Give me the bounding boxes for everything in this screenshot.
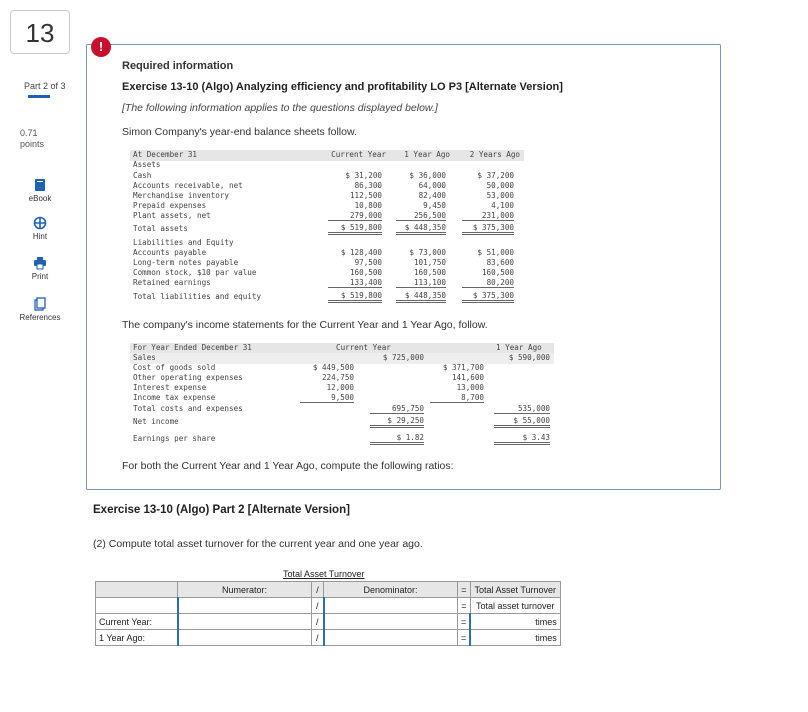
bs-cell: 113,100 — [396, 278, 446, 288]
bs-cell: $ 448,350 — [396, 223, 446, 235]
is-col-label: For Year Ended December 31 — [133, 343, 252, 352]
references-label: References — [19, 313, 61, 322]
bs-cell: 82,400 — [418, 191, 446, 200]
bs-cell: 133,400 — [328, 278, 382, 288]
total-liab-label: Total liabilities and equity — [133, 292, 262, 301]
result-header: Total Asset Turnover — [470, 582, 560, 598]
is-cell: 224,750 — [321, 373, 354, 382]
is-row-label: Interest expense — [133, 383, 207, 392]
slash: / — [312, 582, 324, 598]
formula-denominator-input[interactable] — [324, 598, 458, 614]
bs-cell: $ 31,200 — [345, 171, 382, 180]
row-label: Current Year: — [96, 614, 178, 630]
is-row-label: Net income — [133, 417, 179, 426]
note-text: [The following information applies to the questions displayed below.] — [122, 102, 438, 114]
bs-cell: 231,000 — [462, 211, 514, 221]
bs-cell: $ 73,000 — [409, 248, 446, 257]
is-row-label: Cost of goods sold — [133, 363, 216, 372]
table-row — [96, 614, 561, 630]
sidebar — [0, 0, 80, 712]
is-row-label: Earnings per share — [133, 434, 216, 443]
bs-row-label: Long-term notes payable — [133, 258, 239, 267]
bs-cell: $ 36,000 — [409, 171, 446, 180]
is-cell: $ 590,000 — [508, 353, 550, 362]
question-number[interactable]: 13 — [10, 10, 70, 54]
is-cell: 9,500 — [300, 393, 354, 403]
bs-row-label: Prepaid expenses — [133, 201, 207, 210]
bs-cell: 10,800 — [354, 201, 382, 210]
bs-cell: 53,000 — [486, 191, 514, 200]
slash: / — [312, 614, 324, 630]
is-cell: $ 725,000 — [382, 353, 424, 362]
points — [20, 128, 44, 150]
is-cell: 12,000 — [326, 383, 354, 392]
is-cell: 535,000 — [494, 404, 550, 414]
references-button[interactable] — [10, 297, 70, 322]
bs-cell: 279,000 — [328, 211, 382, 221]
print-label: Print — [31, 272, 49, 281]
is-cell: $ 449,500 — [312, 363, 354, 372]
bs-row-label: Merchandise inventory — [133, 191, 230, 200]
required-info-heading: Required information — [122, 60, 234, 72]
exercise-title: Exercise 13-10 (Algo) Analyzing efficiency and profitability LO P3 [Alternate Version] — [122, 81, 563, 93]
bs-cell: $ 128,400 — [340, 248, 382, 257]
bs-row-label: Accounts payable — [133, 248, 207, 257]
bs-cell: 80,200 — [462, 278, 514, 288]
is-cell: 8,700 — [430, 393, 484, 403]
bs-cell: $ 375,300 — [462, 223, 514, 235]
ebook-label: eBook — [28, 194, 52, 203]
bs-row-label: Cash — [133, 171, 152, 180]
is-cell: 695,750 — [370, 404, 424, 414]
is-header-current: Current Year — [336, 343, 391, 352]
current-year-numerator-input[interactable] — [178, 614, 312, 630]
part2-subtitle: (2) Compute total asset turnover for the current year and one year ago. — [93, 538, 423, 550]
prior-year-result-input[interactable] — [470, 630, 560, 646]
bs-col-label: At December 31 — [133, 150, 198, 159]
bs-header-1yr: 1 Year Ago — [404, 150, 450, 159]
ratio-table — [95, 581, 561, 646]
equals: = — [458, 630, 471, 646]
intro-text: Simon Company's year-end balance sheets follow. — [122, 126, 357, 138]
numerator-header: Numerator: — [178, 582, 312, 598]
result-subheader: Total asset turnover — [470, 598, 560, 614]
current-year-denominator-input[interactable] — [324, 614, 458, 630]
bs-header-2yr: 2 Years Ago — [469, 150, 520, 159]
hint-label: Hint — [32, 232, 48, 241]
prior-year-numerator-input[interactable] — [178, 630, 312, 646]
is-cell: 13,000 — [456, 383, 484, 392]
formula-numerator-input[interactable] — [178, 598, 312, 614]
income-intro: The company's income statements for the Current Year and 1 Year Ago, follow. — [122, 319, 488, 331]
bs-cell: 112,500 — [349, 191, 382, 200]
is-cell: $ 371,700 — [442, 363, 484, 372]
is-row-label: Sales — [133, 353, 156, 362]
bs-cell: 101,750 — [413, 258, 446, 267]
ebook-icon — [33, 178, 47, 192]
ebook-button[interactable] — [10, 178, 70, 203]
liabilities-heading: Liabilities and Equity — [133, 238, 234, 247]
equals: = — [458, 614, 471, 630]
bs-cell: $ 519,800 — [328, 223, 382, 235]
is-cell: $ 29,250 — [370, 416, 424, 428]
is-cell: 141,600 — [451, 373, 484, 382]
bs-cell: 4,100 — [491, 201, 514, 210]
slash: / — [312, 598, 324, 614]
bs-row-label: Common stock, $10 par value — [133, 268, 257, 277]
part2-title: Exercise 13-10 (Algo) Part 2 [Alternate Version] — [93, 504, 350, 516]
unit-label: times — [535, 632, 557, 643]
hint-button[interactable] — [10, 216, 70, 241]
equals: = — [458, 582, 471, 598]
compute-instructions: For both the Current Year and 1 Year Ago, compute the following ratios: — [122, 460, 454, 472]
bs-header-current: Current Year — [331, 150, 386, 159]
is-cell: $ 55,000 — [494, 416, 550, 428]
denominator-header: Denominator: — [324, 582, 458, 598]
bs-cell: $ 51,000 — [477, 248, 514, 257]
print-button[interactable] — [10, 256, 70, 281]
bs-cell: 160,500 — [413, 268, 446, 277]
unit-label: times — [535, 616, 557, 627]
part-indicator: Part 2 of 3 — [24, 81, 66, 91]
points-value: 0.71 — [20, 128, 38, 138]
total-assets-label: Total assets — [133, 224, 188, 233]
bs-cell: $ 37,200 — [477, 171, 514, 180]
assets-heading: Assets — [133, 160, 161, 169]
part-progress-bar — [28, 95, 50, 98]
bs-cell: 160,500 — [349, 268, 382, 277]
table-row — [96, 598, 561, 614]
bs-cell: 83,600 — [486, 258, 514, 267]
bs-cell: 160,500 — [481, 268, 514, 277]
prior-year-denominator-input[interactable] — [324, 630, 458, 646]
table-row — [96, 630, 561, 646]
alert-icon: ! — [91, 37, 111, 57]
is-row-label: Income tax expense — [133, 393, 216, 402]
ratio-table-title: Total Asset Turnover — [283, 569, 365, 579]
bs-cell: 86,300 — [354, 181, 382, 190]
is-row-label: Other operating expenses — [133, 373, 243, 382]
is-header-1yr: 1 Year Ago — [496, 343, 542, 352]
table-header-row — [96, 582, 561, 598]
bs-cell: 256,500 — [396, 211, 446, 221]
bs-cell: 50,000 — [486, 181, 514, 190]
bs-row-label: Retained earnings — [133, 278, 211, 287]
row-label: 1 Year Ago: — [96, 630, 178, 646]
bs-row-label: Plant assets, net — [133, 211, 211, 220]
bs-row-label: Accounts receivable, net — [133, 181, 243, 190]
print-icon — [33, 256, 47, 270]
current-year-result-input[interactable] — [470, 614, 560, 630]
bs-cell: $ 448,350 — [396, 291, 446, 303]
is-row-label: Total costs and expenses — [133, 404, 243, 413]
bs-cell: 9,450 — [423, 201, 446, 210]
is-cell: $ 3.43 — [494, 433, 550, 445]
bs-cell: $ 375,300 — [462, 291, 514, 303]
references-icon — [33, 297, 47, 311]
bs-cell: 97,500 — [354, 258, 382, 267]
points-label: points — [20, 139, 45, 149]
equals: = — [458, 598, 471, 614]
bs-cell: $ 519,800 — [328, 291, 382, 303]
hint-icon — [33, 216, 47, 230]
bs-cell: 64,000 — [418, 181, 446, 190]
is-cell: $ 1.82 — [370, 433, 424, 445]
slash: / — [312, 630, 324, 646]
